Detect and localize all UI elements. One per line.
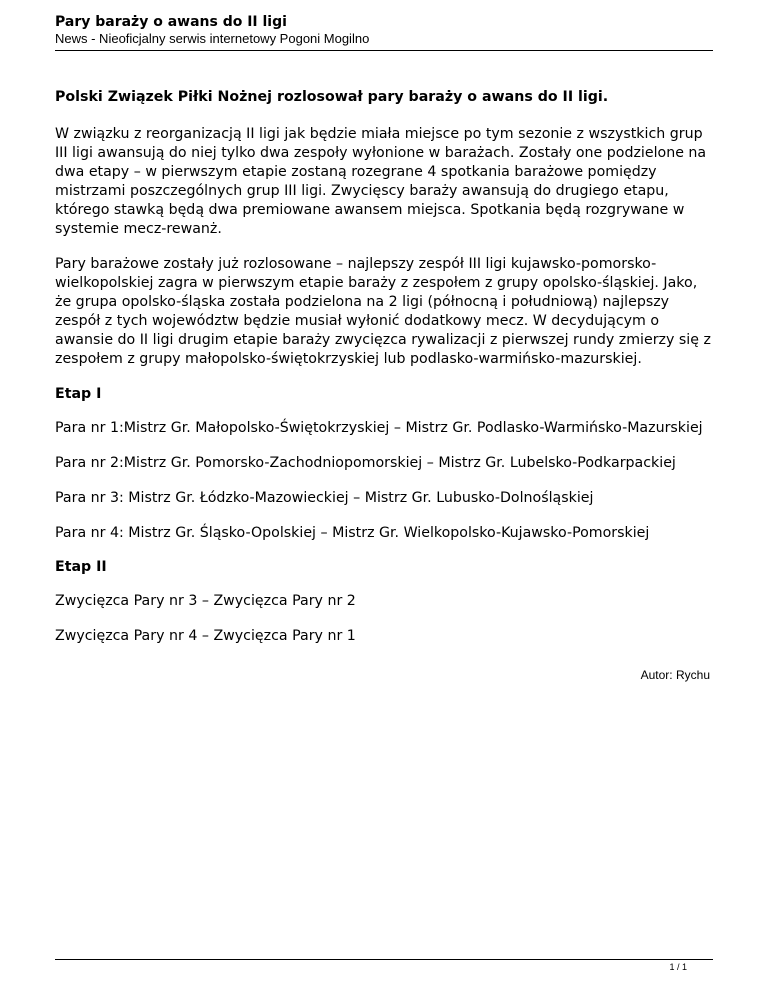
document-title: Pary baraży o awans do II ligi xyxy=(55,14,287,30)
stage-2-heading: Etap II xyxy=(55,559,107,575)
pair-item: Para nr 1:Mistrz Gr. Małopolsko-Świętokrzyskiej – Mistrz Gr. Podlasko-Warmińsko-Mazurskiej xyxy=(55,420,703,436)
pair-item: Para nr 4: Mistrz Gr. Śląsko-Opolskiej – Mistrz Gr. Wielkopolsko-Kujawsko-Pomorskiej xyxy=(55,525,650,541)
article-author: Autor: Rychu xyxy=(640,668,710,682)
article-paragraph: W związku z reorganizacją II ligi jak będzie miała miejsce po tym sezonie z wszystkich grup III ligi awansują do niej tylko dwa zespoły wyłonione w barażach. Zostały one podzielone na dwa etapy – w pierwszym etapie zostaną rozegrane 4 spotkania barażowe pomiędzy mistrzami poszczególnych grup III ligi. Zwycięscy baraży awansują do drugiego etapu, którego stawką będą dwa premiowane awansem miejsca. Spotkania będą rozgrywane w systemie mecz-rewanż. xyxy=(55,126,707,237)
article-paragraph: Pary barażowe zostały już rozlosowane – najlepszy zespół III ligi kujawsko-pomorsko-wielkopolskiej zagra w pierwszym etapie baraży z zespołem z grupy opolsko-śląskiej. Jako, że grupa opolsko-śląska została podzielona na 2 ligi (północną i południową) najlepszy zespół z tych województw będzie musiał wyłonić dodatkowy mecz. W decydującym o awansie do II ligi drugim etapie baraży zwycięzca rywalizacji z pierwszej rundy zmierzy się z zespołem z grupy małopolsko-świętokrzyskiej lub podlasko-warmińsko-mazurskiej. xyxy=(55,256,711,367)
page-number: 1 / 1 xyxy=(669,962,687,972)
stage-1-heading: Etap I xyxy=(55,386,102,402)
pair-item: Para nr 2:Mistrz Gr. Pomorsko-Zachodniopomorskiej – Mistrz Gr. Lubelsko-Podkarpackiej xyxy=(55,455,676,471)
page-header xyxy=(55,13,713,47)
footer-divider xyxy=(55,959,713,960)
site-name: News - Nieoficjalny serwis internetowy Pogoni Mogilno xyxy=(55,31,370,46)
header-divider xyxy=(55,50,713,51)
pair-item: Zwycięzca Pary nr 4 – Zwycięzca Pary nr 1 xyxy=(55,628,356,644)
article-body xyxy=(55,88,715,682)
pair-item: Para nr 3: Mistrz Gr. Łódzko-Mazowieckiej – Mistrz Gr. Lubusko-Dolnośląskiej xyxy=(55,490,594,506)
article-headline: Polski Związek Piłki Nożnej rozlosował pary baraży o awans do II ligi. xyxy=(55,89,609,105)
pair-item: Zwycięzca Pary nr 3 – Zwycięzca Pary nr 2 xyxy=(55,593,356,609)
